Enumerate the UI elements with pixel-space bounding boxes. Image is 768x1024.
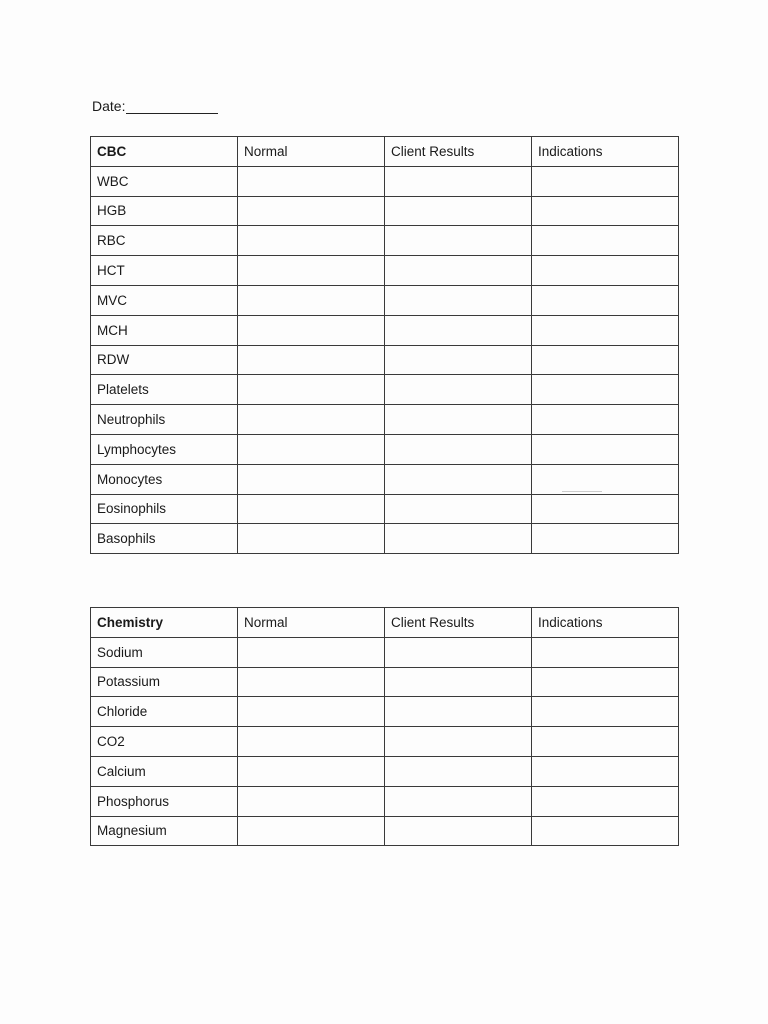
date-field [92,98,218,114]
cbc-normal-value-cell[interactable] [238,494,385,524]
cbc-client-results-cell[interactable] [385,256,532,286]
cbc-indications-cell[interactable] [532,494,679,524]
cbc-normal-value-cell[interactable] [238,524,385,554]
chemistry-indications-cell[interactable] [532,697,679,727]
chemistry-test-name: Chloride [91,697,238,727]
cbc-header-cell: Indications [532,137,679,167]
cbc-row [91,256,679,286]
chemistry-client-results-cell[interactable] [385,786,532,816]
cbc-test-name: MVC [91,285,238,315]
chemistry-client-results-cell[interactable] [385,727,532,757]
cbc-normal-value-cell[interactable] [238,315,385,345]
chemistry-test-name: Calcium [91,756,238,786]
date-label: Date: [92,98,126,114]
cbc-client-results-cell[interactable] [385,285,532,315]
cbc-client-results-cell[interactable] [385,315,532,345]
cbc-header-cell: Client Results [385,137,532,167]
chemistry-row [91,637,679,667]
chemistry-header-cell: Client Results [385,608,532,638]
cbc-test-name: WBC [91,166,238,196]
cbc-client-results-cell[interactable] [385,375,532,405]
cbc-test-name: RDW [91,345,238,375]
cbc-test-name: Monocytes [91,464,238,494]
chemistry-indications-cell[interactable] [532,816,679,846]
cbc-test-name: HGB [91,196,238,226]
chemistry-header-row [91,608,679,638]
chemistry-client-results-cell[interactable] [385,756,532,786]
chemistry-client-results-cell[interactable] [385,697,532,727]
cbc-row [91,524,679,554]
cbc-indications-cell[interactable] [532,315,679,345]
chemistry-test-name: CO2 [91,727,238,757]
cbc-row [91,285,679,315]
cbc-row [91,494,679,524]
chemistry-row [91,727,679,757]
cbc-row [91,375,679,405]
cbc-indications-cell[interactable] [532,524,679,554]
chemistry-indications-cell[interactable] [532,756,679,786]
cbc-test-name: Eosinophils [91,494,238,524]
chemistry-normal-value-cell[interactable] [238,727,385,757]
cbc-header-cell: Normal [238,137,385,167]
chemistry-test-name: Sodium [91,637,238,667]
chemistry-normal-value-cell[interactable] [238,786,385,816]
cbc-client-results-cell[interactable] [385,434,532,464]
chemistry-row [91,697,679,727]
chemistry-client-results-cell[interactable] [385,816,532,846]
cbc-header-row [91,137,679,167]
cbc-test-name: Lymphocytes [91,434,238,464]
cbc-header-cell: CBC [91,137,238,167]
cbc-row [91,166,679,196]
cbc-test-name: Neutrophils [91,405,238,435]
chemistry-row [91,667,679,697]
cbc-indications-cell[interactable] [532,464,679,494]
cbc-normal-value-cell[interactable] [238,285,385,315]
cbc-client-results-cell[interactable] [385,166,532,196]
scan-mark [562,491,602,492]
chemistry-row [91,786,679,816]
cbc-client-results-cell[interactable] [385,464,532,494]
chemistry-indications-cell[interactable] [532,786,679,816]
cbc-normal-value-cell[interactable] [238,196,385,226]
cbc-row [91,405,679,435]
chemistry-test-name: Phosphorus [91,786,238,816]
chemistry-normal-value-cell[interactable] [238,637,385,667]
cbc-indications-cell[interactable] [532,345,679,375]
chemistry-normal-value-cell[interactable] [238,816,385,846]
chemistry-header-cell: Chemistry [91,608,238,638]
cbc-indications-cell[interactable] [532,226,679,256]
cbc-client-results-cell[interactable] [385,226,532,256]
cbc-row [91,345,679,375]
chemistry-indications-cell[interactable] [532,667,679,697]
cbc-test-name: Platelets [91,375,238,405]
cbc-indications-cell[interactable] [532,285,679,315]
cbc-row [91,196,679,226]
chemistry-normal-value-cell[interactable] [238,756,385,786]
chemistry-indications-cell[interactable] [532,637,679,667]
cbc-row [91,226,679,256]
date-blank-line [126,99,218,114]
cbc-test-name: Basophils [91,524,238,554]
cbc-test-name: HCT [91,256,238,286]
cbc-indications-cell[interactable] [532,405,679,435]
cbc-indications-cell[interactable] [532,434,679,464]
cbc-normal-value-cell[interactable] [238,434,385,464]
chemistry-normal-value-cell[interactable] [238,697,385,727]
cbc-indications-cell[interactable] [532,256,679,286]
cbc-client-results-cell[interactable] [385,405,532,435]
chemistry-test-name: Potassium [91,667,238,697]
cbc-client-results-cell[interactable] [385,345,532,375]
cbc-normal-value-cell[interactable] [238,464,385,494]
cbc-indications-cell[interactable] [532,166,679,196]
chemistry-normal-value-cell[interactable] [238,667,385,697]
cbc-row [91,434,679,464]
chemistry-client-results-cell[interactable] [385,667,532,697]
cbc-normal-value-cell[interactable] [238,256,385,286]
cbc-row [91,464,679,494]
chemistry-client-results-cell[interactable] [385,637,532,667]
cbc-test-name: RBC [91,226,238,256]
cbc-client-results-cell[interactable] [385,524,532,554]
chemistry-header-cell: Indications [532,608,679,638]
cbc-client-results-cell[interactable] [385,196,532,226]
cbc-test-name: MCH [91,315,238,345]
cbc-normal-value-cell[interactable] [238,345,385,375]
chemistry-header-cell: Normal [238,608,385,638]
cbc-client-results-cell[interactable] [385,494,532,524]
cbc-normal-value-cell[interactable] [238,375,385,405]
chemistry-row [91,816,679,846]
cbc-indications-cell[interactable] [532,196,679,226]
cbc-indications-cell[interactable] [532,375,679,405]
chemistry-table [90,607,679,846]
chemistry-indications-cell[interactable] [532,727,679,757]
chemistry-row [91,756,679,786]
chemistry-test-name: Magnesium [91,816,238,846]
cbc-normal-value-cell[interactable] [238,166,385,196]
cbc-normal-value-cell[interactable] [238,226,385,256]
cbc-normal-value-cell[interactable] [238,405,385,435]
cbc-row [91,315,679,345]
